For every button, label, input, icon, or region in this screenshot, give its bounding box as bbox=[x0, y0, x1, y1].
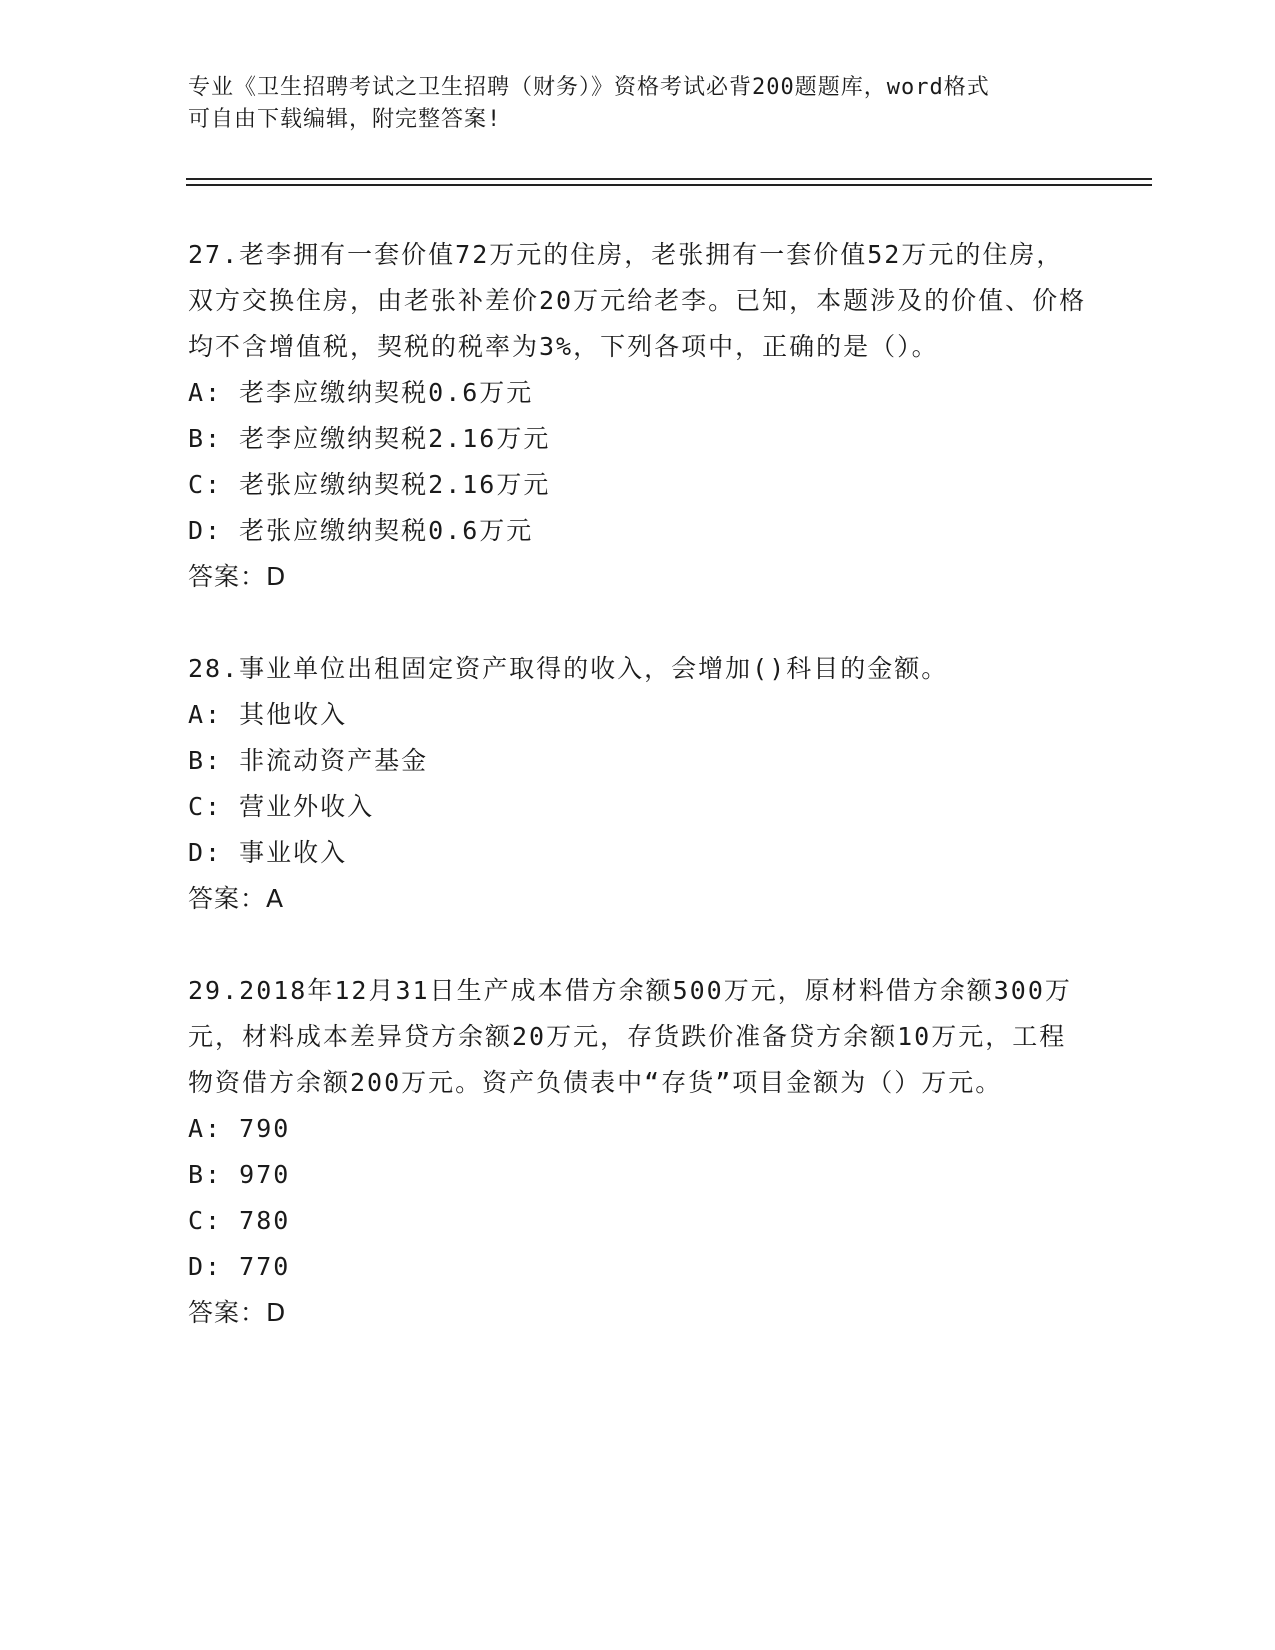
document-header bbox=[188, 72, 1068, 136]
question-list bbox=[188, 232, 1088, 1382]
answer-label: 答案：D bbox=[188, 562, 287, 591]
option-a: A: 790 bbox=[188, 1114, 291, 1143]
option-b: B: 老李应缴纳契税2.16万元 bbox=[188, 424, 551, 453]
answer-label: 答案：D bbox=[188, 1298, 287, 1327]
option-b: B: 970 bbox=[188, 1160, 291, 1189]
option-c: C: 780 bbox=[188, 1206, 291, 1235]
option-b: B: 非流动资产基金 bbox=[188, 746, 429, 775]
option-d: D: 事业收入 bbox=[188, 838, 348, 867]
option-c: C: 老张应缴纳契税2.16万元 bbox=[188, 470, 551, 499]
question-text: 28.事业单位出租固定资产取得的收入，会增加()科目的金额。 bbox=[188, 654, 949, 683]
header-divider-top bbox=[186, 178, 1152, 180]
question-27 bbox=[188, 232, 1088, 600]
option-a: A: 其他收入 bbox=[188, 700, 348, 729]
question-28 bbox=[188, 646, 1088, 922]
answer-label: 答案：A bbox=[188, 884, 285, 913]
question-text: 29.2018年12月31日生产成本借方余额500万元，原材料借方余额300万元，材料成本差异贷方余额20万元，存货跌价准备贷方余额10万元，工程物资借方余额200万元。资产负债表中“存货”项目金额为（）万元。 bbox=[188, 976, 1072, 1097]
option-a: A: 老李应缴纳契税0.6万元 bbox=[188, 378, 534, 407]
option-c: C: 营业外收入 bbox=[188, 792, 375, 821]
header-line-2: 可自由下载编辑，附完整答案! bbox=[188, 107, 502, 132]
header-divider-bottom bbox=[186, 184, 1152, 186]
question-29 bbox=[188, 968, 1088, 1336]
option-d: D: 770 bbox=[188, 1252, 291, 1281]
header-line-1: 专业《卫生招聘考试之卫生招聘（财务）》资格考试必背200题题库，word格式 bbox=[188, 75, 990, 100]
option-d: D: 老张应缴纳契税0.6万元 bbox=[188, 516, 534, 545]
question-text: 27.老李拥有一套价值72万元的住房，老张拥有一套价值52万元的住房，双方交换住房，由老张补差价20万元给老李。已知，本题涉及的价值、价格均不含增值税，契税的税率为3%，下列各项中，正确的是（）。 bbox=[188, 240, 1087, 361]
